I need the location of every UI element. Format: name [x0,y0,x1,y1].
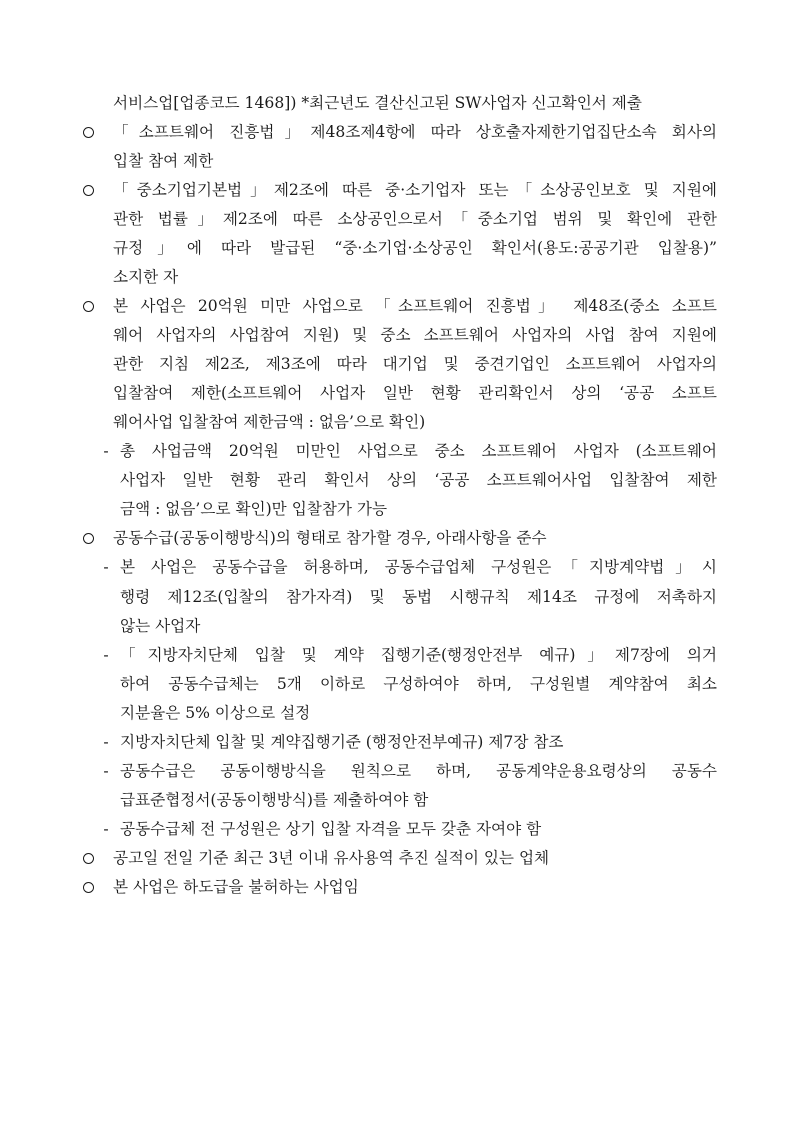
line-text: 않는 사업자 [120,616,201,635]
continuation-line [0,669,793,699]
continuation-line [0,320,793,350]
sub-bullet-item [0,640,793,670]
continuation-line [0,233,793,263]
hollow-circle-bullet-icon [83,127,94,138]
sub-bullet-item [0,727,793,757]
line-text: 총 사업금액 20억원 미만인 사업으로 중소 소프트웨어 사업자 (소프트웨어 [120,442,717,461]
dash-bullet-icon: - [103,442,109,461]
bullet-item [0,872,793,902]
line-text: 「중소기업기본법」제2조에 따른 중·소기업자 또는「소상공인보호 및 지원에 [113,181,717,200]
line-text: 하여 공동수급체는 5개 이하로 구성하여야 하며, 구성원별 계약참여 최소 [120,674,717,693]
line-text: 서비스업[업종코드 1468]) *최근년도 결산신고된 SW사업자 신고확인서 제출 [113,94,642,112]
bullet-item [0,117,793,147]
line-text: 공동수급체 전 구성원은 상기 입찰 자격을 모두 갖춘 자여야 함 [120,819,542,838]
dash-bullet-icon: - [103,645,109,664]
bullet-item [0,291,793,321]
line-text: 「지방자치단체 입찰 및 계약 집행기준(행정안전부 예규)」제7장에 의거 [120,645,717,664]
continuation-line [0,611,793,641]
line-text: 본 사업은 공동수급을 허용하며, 공동수급업체 구성원은「지방계약법」시 [120,558,717,577]
line-text: 입찰 참여 제한 [113,152,214,171]
continuation-line [0,349,793,379]
continuation-line [0,698,793,728]
continuation-line [0,785,793,815]
line-text: 행령 제12조(입찰의 참가자격) 및 동법 시행규칙 제14조 규정에 저촉하지 [120,587,717,606]
line-text: 입찰참여 제한(소프트웨어 사업자 일반 현황 관리확인서 상의 ‘공공 소프트 [113,384,717,403]
line-text: 「소프트웨어 진흥법」제48조제4항에 따라 상호출자제한기업집단소속 회사의 [113,123,717,142]
line-text: 급표준협정서(공동이행방식)를 제출하여야 함 [120,790,429,809]
line-text: 본 사업은 20억원 미만 사업으로 「소프트웨어 진흥법」 제48조(중소 소프트 [113,297,717,316]
continuation-line [0,407,793,437]
line-text: 공동수급은 공동이행방식을 원칙으로 하며, 공동계약운용요령상의 공동수 [120,761,717,780]
sub-bullet-item [0,756,793,786]
line-text: 금액 : 없음’으로 확인)만 입찰참가 가능 [120,500,388,519]
continuation-line [0,88,793,118]
continuation-line [0,146,793,176]
sub-bullet-item [0,814,793,844]
continuation-line [0,582,793,612]
line-text: 공고일 전일 기준 최근 3년 이내 유사용역 추진 실적이 있는 업체 [113,848,550,867]
continuation-line [0,494,793,524]
bullet-item [0,175,793,205]
hollow-circle-bullet-icon [83,301,94,312]
line-text: 공동수급(공동이행방식)의 형태로 참가할 경우, 아래사항을 준수 [113,529,547,548]
line-text: 웨어사업 입찰참여 제한금액 : 없음’으로 확인) [113,413,426,432]
line-text: 규정」에 따라 발급된 “중·소기업·소상공인 확인서(용도:공공기관 입찰용)” [113,239,717,258]
hollow-circle-bullet-icon [83,185,94,196]
bullet-item [0,843,793,873]
dash-bullet-icon: - [103,819,109,838]
line-text: 소지한 자 [113,268,179,287]
hollow-circle-bullet-icon [83,853,94,864]
line-text: 지분율은 5% 이상으로 설정 [120,703,311,722]
dash-bullet-icon: - [103,761,109,780]
hollow-circle-bullet-icon [83,533,94,544]
line-text: 관한 지침 제2조, 제3조에 따라 대기업 및 중견기업인 소프트웨어 사업자의 [113,355,717,374]
line-text: 관한 법률」제2조에 따른 소상공인으로서「중소기업 범위 및 확인에 관한 [113,210,717,229]
line-text: 사업자 일반 현황 관리 확인서 상의 ‘공공 소프트웨어사업 입찰참여 제한 [120,471,717,490]
continuation-line [0,465,793,495]
sub-bullet-item [0,552,793,582]
continuation-line [0,378,793,408]
line-text: 지방자치단체 입찰 및 계약집행기준 (행정안전부예규) 제7장 참조 [120,732,564,751]
continuation-line [0,262,793,292]
dash-bullet-icon: - [103,558,109,577]
line-text: 본 사업은 하도급을 불허하는 사업임 [113,877,359,896]
dash-bullet-icon: - [103,732,109,751]
sub-bullet-item [0,436,793,466]
hollow-circle-bullet-icon [83,882,94,893]
continuation-line [0,204,793,234]
line-text: 웨어 사업자의 사업참여 지원) 및 중소 소프트웨어 사업자의 사업 참여 지원에 [113,326,717,345]
bullet-item [0,523,793,553]
